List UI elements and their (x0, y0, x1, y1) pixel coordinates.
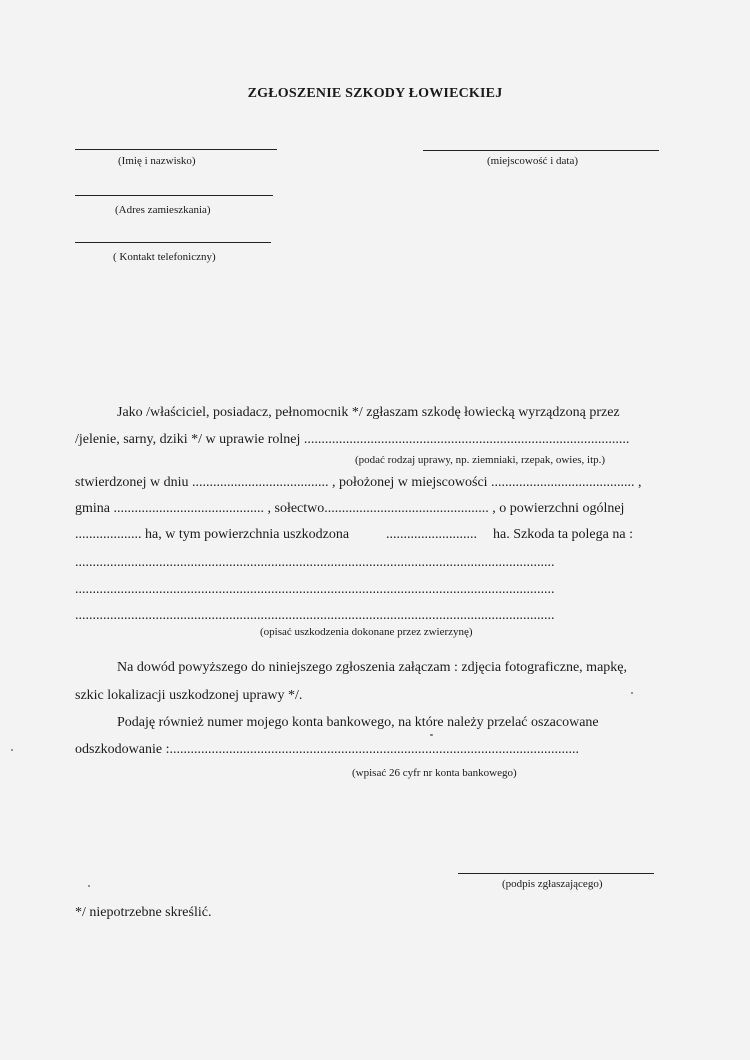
area-line-part-a[interactable]: ................... ha, w tym powierzchnia uszkodzona (75, 527, 350, 542)
damage-hint: (opisać uszkodzenia dokonane przez zwierzynę) (260, 626, 473, 638)
name-field-line[interactable] (75, 149, 277, 150)
name-caption: (Imię i nazwisko) (118, 155, 196, 167)
bank-hint: (wpisać 26 cyfr nr konta bankowego) (352, 767, 517, 779)
scan-speck (11, 749, 13, 751)
damaged-area-field[interactable]: .......................... (386, 527, 477, 542)
bank-line-1: Podaję również numer mojego konta bankowego, na które należy przelać oszacowane (117, 715, 599, 730)
body-line-1: Jako /właściciel, posiadacz, pełnomocnik */ zgłaszam szkodę łowiecką wyrządzoną przez (117, 405, 620, 420)
attachments-line-1: Na dowód powyższego do niniejszego zgłoszenia załączam : zdjęcia fotograficzne, mapkę, (117, 660, 628, 675)
attachments-line-2: szkic lokalizacji uszkodzonej uprawy */. (75, 688, 303, 703)
damage-dotted-line-2[interactable]: ......................................................................................................................................... (75, 582, 555, 597)
scan-speck (631, 692, 633, 694)
phone-field-line[interactable] (75, 242, 271, 243)
signature-field-line[interactable] (458, 873, 654, 874)
signature-caption: (podpis zgłaszającego) (502, 878, 603, 890)
damage-dotted-line-3[interactable]: ......................................................................................................................................... (75, 608, 555, 623)
phone-caption: ( Kontakt telefoniczny) (113, 251, 216, 263)
address-caption: (Adres zamieszkania) (115, 204, 211, 216)
bank-account-field[interactable]: odszkodowanie :..................................................................................................................... (75, 742, 579, 757)
address-field-line[interactable] (75, 195, 273, 196)
crop-hint: (podać rodzaj uprawy, np. ziemniaki, rzepak, owies, itp.) (355, 454, 606, 466)
place-date-field-line[interactable] (423, 150, 659, 151)
commune-area-line[interactable]: gmina ........................................... , sołectwo............................................... , o powierzchni ogólnej (75, 501, 625, 516)
scan-speck (430, 734, 433, 736)
document-title: ZGŁOSZENIE SZKODY ŁOWIECKIEJ (247, 86, 503, 101)
damage-description-lead: ha. Szkoda ta polega na : (493, 527, 633, 542)
footnote: */ niepotrzebne skreślić. (75, 905, 212, 920)
scan-speck (88, 885, 90, 887)
crop-field-line[interactable]: /jelenie, sarny, dziki */ w uprawie rolnej ............................................................................................. (75, 432, 630, 447)
damage-dotted-line-1[interactable]: ......................................................................................................................................... (75, 555, 555, 570)
place-date-caption: (miejscowość i data) (487, 155, 579, 167)
date-location-line[interactable]: stwierdzonej w dniu ....................................... , położonej w miejscowości ......................................... , (75, 475, 642, 490)
